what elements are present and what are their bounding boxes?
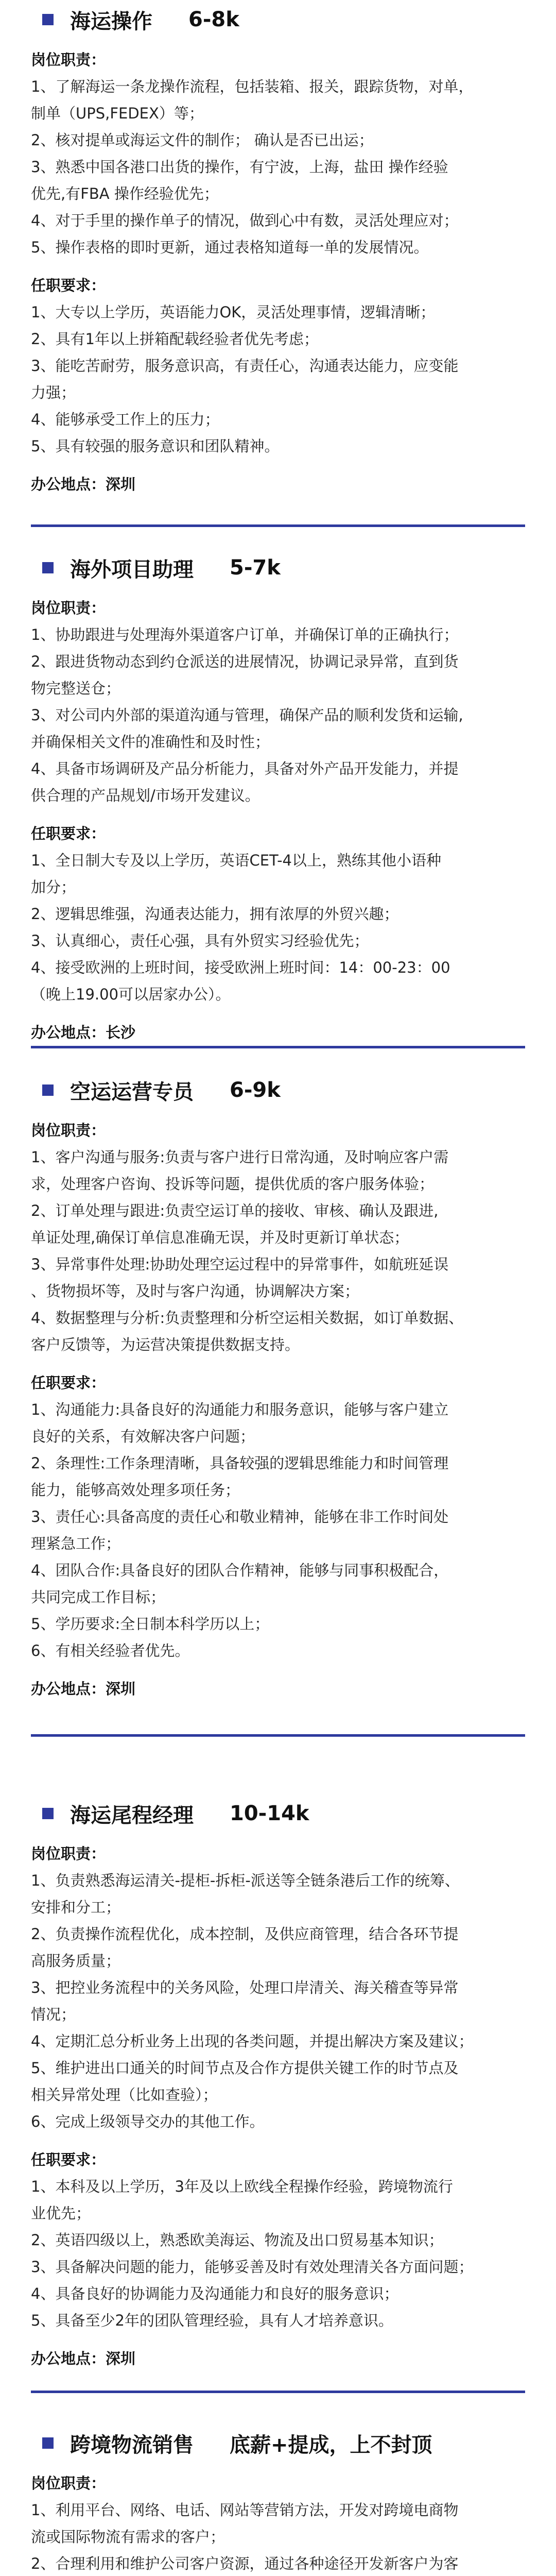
job-salary: 底薪+提成，上不封顶 <box>230 2433 432 2457</box>
job-title-row <box>31 1075 525 1106</box>
duty-line: 并确保相关文件的准确性和及时性； <box>31 733 270 751</box>
duty-line: 优先,有FBA 操作经验优先； <box>31 185 219 202</box>
requirement-line: 2、条理性:工作条理清晰，具备较强的逻辑思维能力和时间管理 <box>31 1454 449 1472</box>
duty-line: 2、跟进货物动态到约仓派送的进展情况，协调记录异常，直到货 <box>31 653 459 670</box>
duty-line: 4、定期汇总分析业务上出现的各类问题，并提出解决方案及建议； <box>31 2032 474 2050</box>
job-salary: 6-8k <box>188 8 239 31</box>
duty-line: 1、了解海运一条龙操作流程，包括装箱、报关，跟踪货物，对单， <box>31 78 474 95</box>
requirement-line: 3、认真细心，责任心强，具有外贸实习经验优先； <box>31 932 369 950</box>
requirements-list <box>31 1396 525 1664</box>
duty-line: 1、客户沟通与服务:负责与客户进行日常沟通，及时响应客户需 <box>31 1148 449 1166</box>
duty-line: 5、维护进出口通关的时间节点及合作方提供关键工作的时节点及 <box>31 2059 459 2077</box>
requirement-line: 4、接受欧洲的上班时间，接受欧洲上班时间：14：00-23：00 <box>31 959 450 976</box>
duty-line: 3、异常事件处理:协助处理空运过程中的异常事件，如航班延误 <box>31 1256 449 1273</box>
job-name: 空运运营专员 <box>70 1080 194 1104</box>
job-card-cross-border-logistics-sales <box>31 2428 525 2576</box>
job-title-row <box>31 1798 525 1829</box>
requirement-line: 业优先； <box>31 2205 91 2222</box>
requirement-line: 4、能够承受工作上的压力； <box>31 411 220 428</box>
duty-line: 单证处理,确保订单信息准确无误，并及时更新订单状态； <box>31 1229 409 1246</box>
requirement-line: 1、本科及以上学历，3年及以上欧线全程操作经验，跨境物流行 <box>31 2178 453 2195</box>
requirements-heading: 任职要求： <box>31 2151 106 2168</box>
duty-line: 3、把控业务流程中的关务风险，处理口岸清关、海关稽查等异常 <box>31 1979 459 1996</box>
duty-line: 1、利用平台、网络、电话、网站等营销方法，开发对跨境电商物 <box>31 2501 459 2519</box>
duty-line: 情况； <box>31 2006 76 2023</box>
duty-line: 、货物损坏等，及时与客户沟通，协调解决方案； <box>31 1282 360 1300</box>
duty-line: 2、合理利用和维护公司客户资源，通过各种途径开发新客户为客 <box>31 2555 459 2572</box>
requirement-line: 力强； <box>31 384 76 401</box>
duty-line: 客户反馈等，为运营决策提供数据支持。 <box>31 1336 300 1353</box>
job-name: 跨境物流销售 <box>70 2433 194 2457</box>
requirement-line: 4、团队合作:具备良好的团队合作精神，能够与同事积极配合， <box>31 1562 449 1579</box>
duty-line: 2、负责操作流程优化，成本控制，及供应商管理，结合各环节提 <box>31 1925 459 1943</box>
job-name: 海运操作 <box>70 9 152 33</box>
requirement-line: 1、大专以上学历，英语能力OK，灵活处理事情，逻辑清晰； <box>31 303 436 321</box>
requirement-line: 5、具备至少2年的团队管理经验，具有人才培养意识。 <box>31 2312 393 2329</box>
requirement-line: 1、沟通能力:具备良好的沟通能力和服务意识，能够与客户建立 <box>31 1401 449 1418</box>
requirement-line: 4、具备良好的协调能力及沟通能力和良好的服务意识； <box>31 2285 399 2302</box>
requirement-line: 能力，能够高效处理多项任务； <box>31 1481 240 1499</box>
requirement-line: 共同完成工作目标； <box>31 1588 166 1606</box>
duty-line: 物完整送仓； <box>31 680 121 697</box>
duty-line: 1、协助跟进与处理海外渠道客户订单，并确保订单的正确执行； <box>31 626 459 643</box>
duty-line: 相关异常处理（比如查验）； <box>31 2086 218 2104</box>
job-card-air-freight-ops-specialist <box>31 1075 525 1702</box>
duties-list <box>31 1144 525 1358</box>
square-bullet-icon <box>42 562 54 573</box>
job-name: 海运尾程经理 <box>70 1803 194 1827</box>
section-divider <box>31 524 525 527</box>
requirements-list <box>31 847 525 1008</box>
job-title-row <box>31 4 525 35</box>
duty-line: 3、熟悉中国各港口出货的操作，有宁波，上海，盐田 操作经验 <box>31 158 448 176</box>
square-bullet-icon <box>42 1084 54 1096</box>
job-card-sea-freight-last-mile-manager <box>31 1798 525 2372</box>
job-salary: 5-7k <box>230 556 281 580</box>
job-salary: 10-14k <box>230 1802 309 1825</box>
duty-line: 安排和分工； <box>31 1899 121 1916</box>
square-bullet-icon <box>42 1808 54 1819</box>
duties-list <box>31 73 525 261</box>
duties-list <box>31 1867 525 2135</box>
square-bullet-icon <box>42 2437 54 2449</box>
job-salary: 6-9k <box>230 1078 281 1102</box>
requirements-list <box>31 299 525 460</box>
job-title-row <box>31 2428 525 2459</box>
requirements-heading: 任职要求： <box>31 1374 106 1392</box>
requirements-heading: 任职要求： <box>31 825 106 842</box>
job-title-row <box>31 552 525 583</box>
office-location: 办公地点：长沙 <box>31 1024 136 1041</box>
duty-line: 4、数据整理与分析:负责整理和分析空运相关数据，如订单数据、 <box>31 1309 464 1327</box>
duty-line: 供合理的产品规划/市场开发建议。 <box>31 787 260 804</box>
requirement-line: 3、责任心:具备高度的责任心和敬业精神，能够在非工作时间处 <box>31 1508 449 1526</box>
duties-heading: 岗位职责： <box>31 1122 106 1139</box>
duties-list <box>31 621 525 809</box>
section-divider <box>31 1734 525 1737</box>
duties-heading: 岗位职责： <box>31 2475 106 2492</box>
job-card-sea-freight-operator <box>31 4 525 498</box>
duties-heading: 岗位职责： <box>31 599 106 617</box>
requirement-line: 2、英语四级以上，熟悉欧美海运、物流及出口贸易基本知识； <box>31 2231 444 2249</box>
requirement-line: 良好的关系，有效解决客户问题； <box>31 1428 255 1445</box>
requirements-heading: 任职要求： <box>31 277 106 294</box>
requirement-line: 2、具有1年以上拼箱配载经验者优先考虑； <box>31 330 319 348</box>
requirement-line: 5、学历要求:全日制本科学历以上； <box>31 1615 270 1633</box>
requirement-line: 3、能吃苦耐劳，服务意识高，有责任心，沟通表达能力，应变能 <box>31 357 459 375</box>
duty-line: 6、完成上级领导交办的其他工作。 <box>31 2113 265 2130</box>
duties-list <box>31 2497 525 2576</box>
duties-heading: 岗位职责： <box>31 1845 106 1862</box>
office-location: 办公地点：深圳 <box>31 2350 136 2367</box>
office-location: 办公地点：深圳 <box>31 476 136 493</box>
duty-line: 制单（UPS,FEDEX）等； <box>31 105 204 122</box>
duty-line: 2、订单处理与跟进:负责空运订单的接收、审核、确认及跟进, <box>31 1202 439 1219</box>
duty-line: 1、负责熟悉海运清关-提柜-拆柜-派送等全链条港后工作的统筹、 <box>31 1872 460 1889</box>
job-card-overseas-project-assistant <box>31 552 525 1046</box>
duty-line: 3、对公司内外部的渠道沟通与管理，确保产品的顺利发货和运输, <box>31 706 463 724</box>
duty-line: 2、核对提单或海运文件的制作； 确认是否已出运； <box>31 131 374 149</box>
duty-line: 4、具备市场调研及产品分析能力，具备对外产品开发能力，并提 <box>31 760 459 777</box>
duty-line: 4、对于手里的操作单子的情况，做到心中有数，灵活处理应对； <box>31 212 459 229</box>
duty-line: 5、操作表格的即时更新，通过表格知道每一单的发展情况。 <box>31 239 429 256</box>
section-divider <box>31 2391 525 2393</box>
requirement-line: 6、有相关经验者优先。 <box>31 1642 190 1659</box>
duties-heading: 岗位职责： <box>31 51 106 69</box>
duty-line: 求，处理客户咨询、投诉等问题，提供优质的客户服务体验； <box>31 1175 435 1193</box>
requirement-line: 1、全日制大专及以上学历，英语CET-4以上，熟练其他小语种 <box>31 852 441 869</box>
duty-line: 高服务质量； <box>31 1952 121 1970</box>
duty-line: 流或国际物流有需求的客户； <box>31 2528 225 2546</box>
requirement-line: （晚上19.00可以居家办公）。 <box>31 986 231 1003</box>
section-divider <box>31 1046 525 1048</box>
requirement-line: 2、逻辑思维强，沟通表达能力，拥有浓厚的外贸兴趣； <box>31 905 399 923</box>
square-bullet-icon <box>42 14 54 25</box>
requirement-line: 理紧急工作； <box>31 1535 121 1552</box>
job-name: 海外项目助理 <box>70 557 194 582</box>
requirement-line: 加分； <box>31 878 76 896</box>
requirement-line: 3、具备解决问题的能力，能够妥善及时有效处理清关各方面问题； <box>31 2258 474 2276</box>
office-location: 办公地点：深圳 <box>31 1680 136 1698</box>
requirement-line: 5、具有较强的服务意识和团队精神。 <box>31 437 280 455</box>
requirements-list <box>31 2173 525 2334</box>
